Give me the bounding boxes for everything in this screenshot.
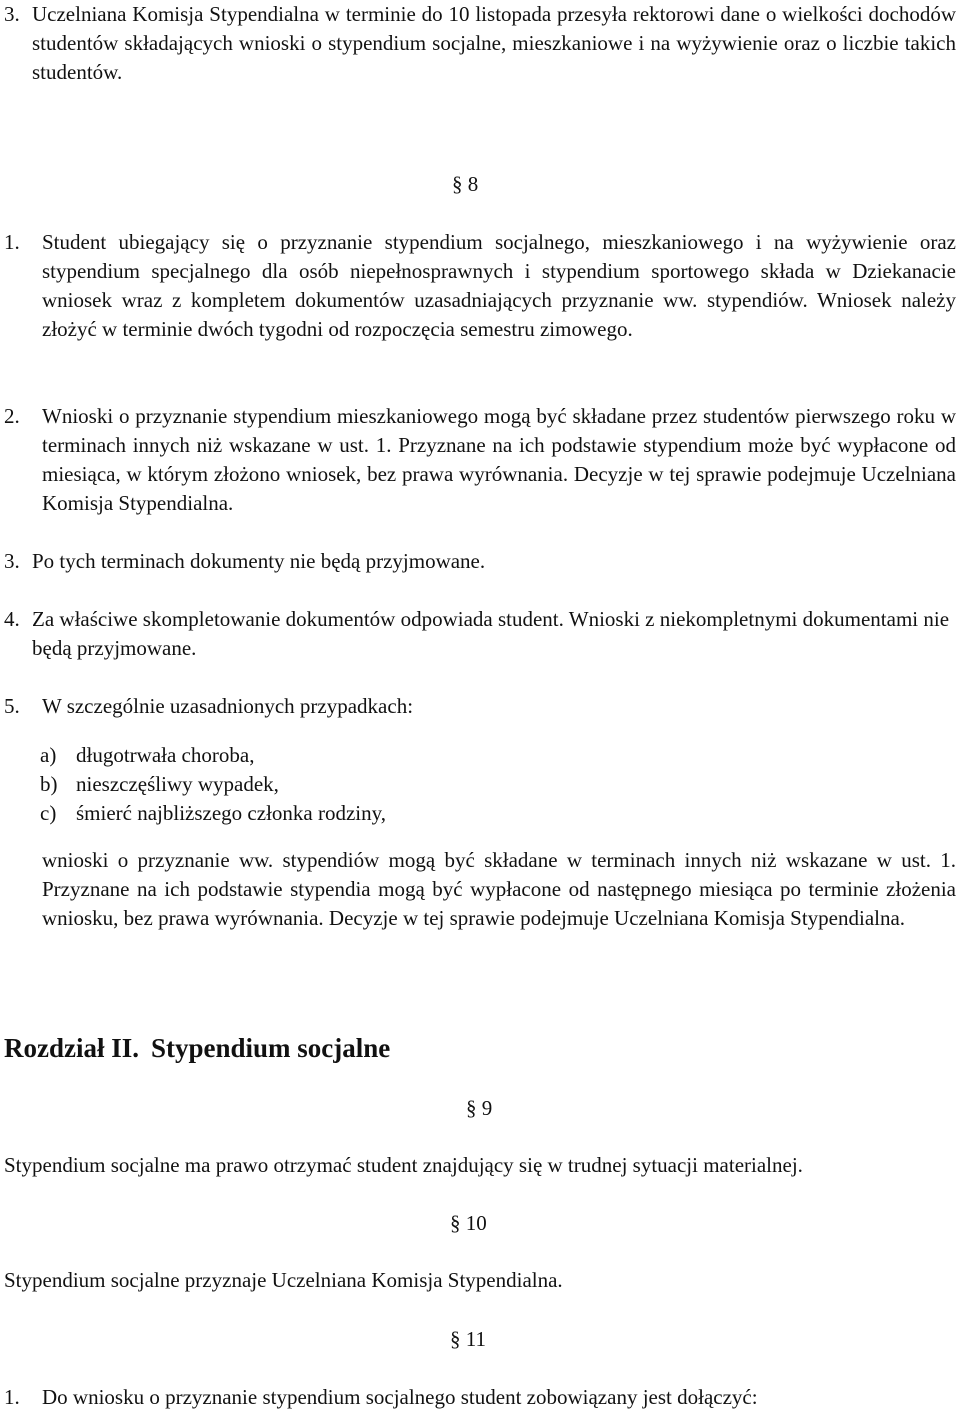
list-item-text: nieszczęśliwy wypadek, [76,772,279,796]
paragraph-8-item-4 [4,605,956,663]
paragraph-8-item-5 [4,692,956,721]
list-item-text: długotrwała choroba, [76,743,255,767]
list-item [40,741,386,770]
circumstances-list [40,741,386,828]
list-item-label: a) [40,743,57,767]
list-item [40,770,386,799]
section-heading-8: § 8 [452,172,479,196]
paragraph-8-item-2 [4,402,956,518]
paragraph-10-text: Stypendium socjalne przyznaje Uczelniana Komisja Stypendialna. [4,1268,563,1292]
item-number: 1. [4,1385,20,1409]
list-item-label: c) [40,801,57,825]
item-number: 3. [4,2,20,26]
section-heading-11: § 11 [450,1327,486,1351]
item-number: 4. [4,607,20,631]
item-number: 3. [4,549,20,573]
chapter-heading [4,1032,390,1064]
item-text: Za właściwe skompletowanie dokumentów odpowiada student. Wnioski z niekompletnymi dokumentami nie będą przyjmowane. [32,607,950,660]
item-text: Wnioski o przyznanie stypendium mieszkaniowego mogą być składane przez studentów pierwszego roku w terminach innych niż wskazane w ust. 1. Przyznane na ich podstawie stypendium może być wypłacone od miesiąca, w którym złożono wniosek, bez prawa wyrównania. Decyzje w tej sprawie podejmuje Uczelniana Komisja Stypendialna. [42,404,956,515]
paragraph-8-item-5-continuation: wnioski o przyznanie ww. stypendiów mogą być składane w terminach innych niż wskazane w ust. 1. Przyznane na ich podstawie stypendia mogą być wypłacone od następnego miesiąca po terminie złożenia wniosku, bez prawa wyrównania. Decyzje w tej sprawie podejmuje Uczelniana Komisja Stypendialna. [42,848,956,930]
item-text: Student ubiegający się o przyznanie stypendium socjalnego, mieszkaniowego i na wyżywienie oraz stypendium specjalnego dla osób niepełnosprawnych i stypendium sportowego składa w Dziekanacie wniosek wraz z kompletem dokumentów uzasadniających przyznanie ww. stypendiów. Wniosek należy złożyć w terminie dwóch tygodni od rozpoczęcia semestru zimowego. [42,230,956,341]
item-text: Po tych terminach dokumenty nie będą przyjmowane. [32,549,486,573]
list-item-text: śmierć najbliższego członka rodziny, [76,801,387,825]
paragraph-8-item-3 [4,547,956,576]
item-3 [4,0,956,87]
item-text: W szczególnie uzasadnionych przypadkach: [42,694,414,718]
chapter-label: Rozdział II. [4,1033,139,1063]
item-number: 2. [4,404,20,428]
list-item [40,799,386,828]
paragraph-9-text: Stypendium socjalne ma prawo otrzymać student znajdujący się w trudnej sytuacji materialnej. [4,1153,803,1177]
item-text: Uczelniana Komisja Stypendialna w terminie do 10 listopada przesyła rektorowi dane o wielkości dochodów studentów składających wnioski o stypendium socjalne, mieszkaniowe i na wyżywienie oraz o liczbie takich studentów. [32,2,956,84]
item-text: Do wniosku o przyznanie stypendium socjalnego student zobowiązany jest dołączyć: [42,1385,758,1409]
chapter-title: Stypendium socjalne [151,1033,391,1063]
section-heading-10: § 10 [450,1211,487,1235]
section-heading-9: § 9 [466,1096,493,1120]
item-number: 5. [4,694,20,718]
paragraph-8-item-1 [4,228,956,344]
paragraph-11-item-1 [4,1383,956,1412]
list-item-label: b) [40,772,58,796]
item-number: 1. [4,230,20,254]
